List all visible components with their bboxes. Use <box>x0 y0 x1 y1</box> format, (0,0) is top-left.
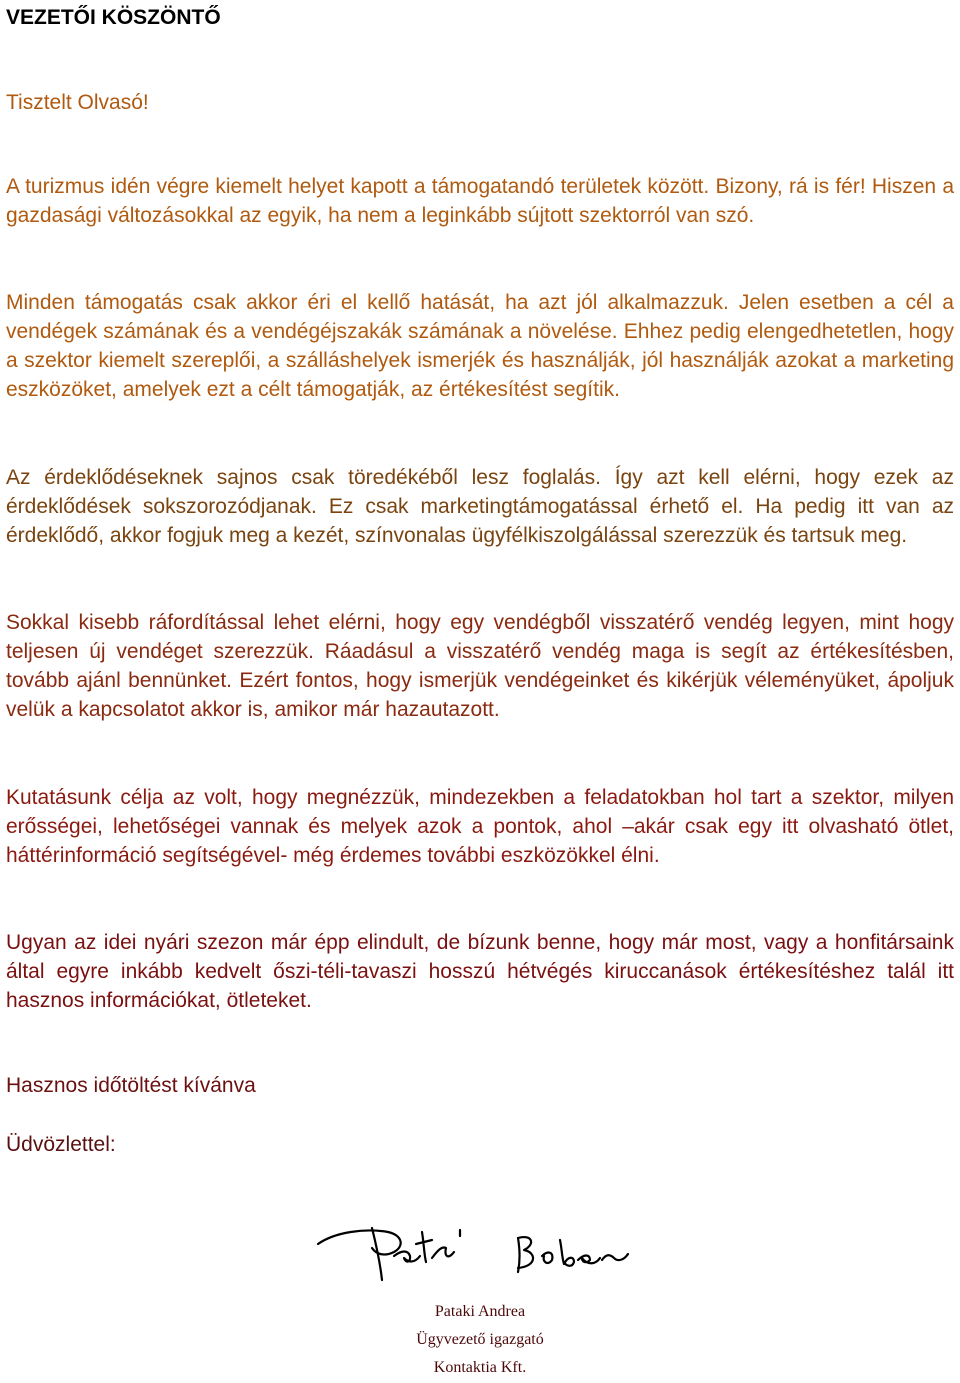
paragraph-1: A turizmus idén végre kiemelt helyet kapott a támogatandó területek között. Bizony, rá is fér! Hiszen a gazdasági változásokkal az egyik, ha nem a leginkább sújtott szektorról van szó. <box>6 175 954 227</box>
page-title: VEZETŐI KÖSZÖNTŐ <box>6 6 221 29</box>
signer-company: Kontaktia Kft. <box>433 1359 527 1376</box>
signature-block <box>330 1298 630 1382</box>
greeting: Tisztelt Olvasó! <box>6 91 149 114</box>
paragraph-4: Sokkal kisebb ráfordítással lehet elérni, hogy egy vendégből visszatérő vendég legyen, mint hogy teljesen új vendéget szerezzük. Ráadásul a visszatérő vendég maga is segít az értékesítésben, tovább ajánl bennünket. Ezért fontos, hogy ismerjük vendégeinket és kikérjük véleményüket, ápoljuk velük a kapcsolatot akkor is, amikor már hazautazott. <box>6 611 954 721</box>
closing-line: Hasznos időtöltést kívánva <box>6 1074 256 1097</box>
paragraph-6: Ugyan az idei nyári szezon már épp elindult, de bízunk benne, hogy már most, vagy a honfitársaink által egyre inkább kedvelt őszi-téli-tavaszi hosszú hétvégés kiruccanások értékesítéshez talál itt hasznos információkat, ötleteket. <box>6 931 954 1012</box>
paragraph-2: Minden támogatás csak akkor éri el kellő hatását, ha azt jól alkalmazzuk. Jelen esetben a cél a vendégek számának és a vendégéjszakák számának a növelése. Ehhez pedig elengedhetetlen, hogy a szektor kiemelt szereplői, a szálláshelyek ismerjék és használják, jól használják azokat a marketing eszközöket, amelyek ezt a célt támogatják, az értékesítést segítik. <box>6 291 954 401</box>
signature-icon <box>310 1210 640 1290</box>
signer-title: Ügyvezető igazgató <box>416 1331 544 1348</box>
salutation: Üdvözlettel: <box>6 1133 116 1156</box>
paragraph-3: Az érdeklődéseknek sajnos csak töredékéből lesz foglalás. Így azt kell elérni, hogy ezek az érdeklődések sokszorozódjanak. Ez csak marketingtámogatással érhető el. Ha pedig itt van az érdeklődő, akkor fogjuk meg a kezét, színvonalas ügyfélkiszolgálással szerezzük és tartsuk meg. <box>6 466 954 547</box>
signer-name: Pataki Andrea <box>434 1303 526 1320</box>
paragraph-5: Kutatásunk célja az volt, hogy megnézzük, mindezekben a feladatokban hol tart a szektor, milyen erősségei, lehetőségei vannak és melyek azok a pontok, ahol –akár csak egy itt olvasható ötlet, háttérinformáció segítségével- még érdemes további eszközökkel élni. <box>6 786 954 867</box>
